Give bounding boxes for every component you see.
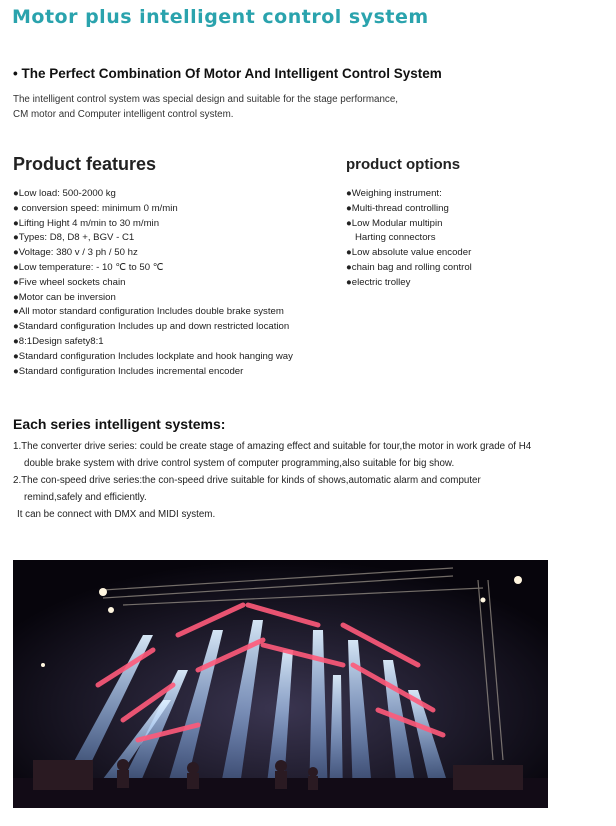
list-item: ●Motor can be inversion (13, 291, 116, 303)
series-line: It can be connect with DMX and MIDI system. (17, 509, 216, 520)
series-line: remind,safely and efficiently. (24, 492, 147, 503)
list-item: Harting connectors (355, 232, 436, 244)
list-item: ●Five wheel sockets chain (13, 276, 126, 288)
intro-heading-text: The Perfect Combination Of Motor And Intelligent Control System (21, 66, 442, 81)
intro-line: The intelligent control system was special design and suitable for the stage performance, (13, 94, 399, 105)
list-item: ●Low Modular multipin (346, 217, 443, 229)
series-paragraphs (13, 438, 549, 523)
list-item: ●All motor standard configuration Includes double brake system (13, 306, 284, 318)
options-list (346, 187, 472, 291)
stage-photo (13, 560, 548, 808)
stage-lighting-image (13, 560, 548, 808)
list-item: ●Standard configuration Includes incremental encoder (13, 365, 244, 377)
list-item: ●Standard configuration Includes lockplate and hook hanging way (13, 350, 293, 362)
list-item: ●Low load: 500-2000 kg (13, 188, 116, 199)
list-item: ●Low absolute value encoder (346, 247, 472, 259)
list-item: ●Low temperature: - 10 ℃ to 50 ℃ (13, 261, 164, 273)
list-item: ●Multi-thread controlling (346, 202, 449, 214)
series-title: Each series intelligent systems: (13, 416, 226, 432)
bullet: • (13, 66, 18, 81)
features-title: Product features (13, 154, 157, 174)
page-title: Motor plus intelligent control system (12, 6, 429, 28)
list-item: ●chain bag and rolling control (346, 261, 472, 273)
series-line: double brake system with drive control system of computer programming,also suitable for big show. (24, 458, 455, 469)
list-item: ●8:1Design safety8:1 (13, 335, 104, 347)
options-title: product options (346, 156, 461, 173)
list-item: ●Standard configuration Includes up and down restricted location (13, 321, 290, 333)
series-line: 1.The converter drive series: could be create stage of amazing effect and suitable for tour,the motor in work grade of H4 (13, 441, 532, 452)
list-item: ● conversion speed: minimum 0 m/min (13, 202, 178, 214)
list-item: ●Voltage: 380 v / 3 ph / 50 hz (13, 247, 138, 259)
series-line: 2.The con-speed drive series:the con-speed drive suitable for kinds of shows,automatic alarm and computer (13, 475, 481, 486)
intro-heading (13, 66, 442, 81)
intro-paragraph (13, 92, 473, 122)
features-list (13, 187, 293, 379)
list-item: ●Weighing instrument: (346, 188, 442, 199)
list-item: ●Types: D8, D8 +, BGV - C1 (13, 232, 135, 244)
intro-line: CM motor and Computer intelligent control system. (13, 109, 234, 120)
list-item: ●electric trolley (346, 276, 411, 288)
list-item: ●Lifting Hight 4 m/min to 30 m/min (13, 217, 160, 229)
